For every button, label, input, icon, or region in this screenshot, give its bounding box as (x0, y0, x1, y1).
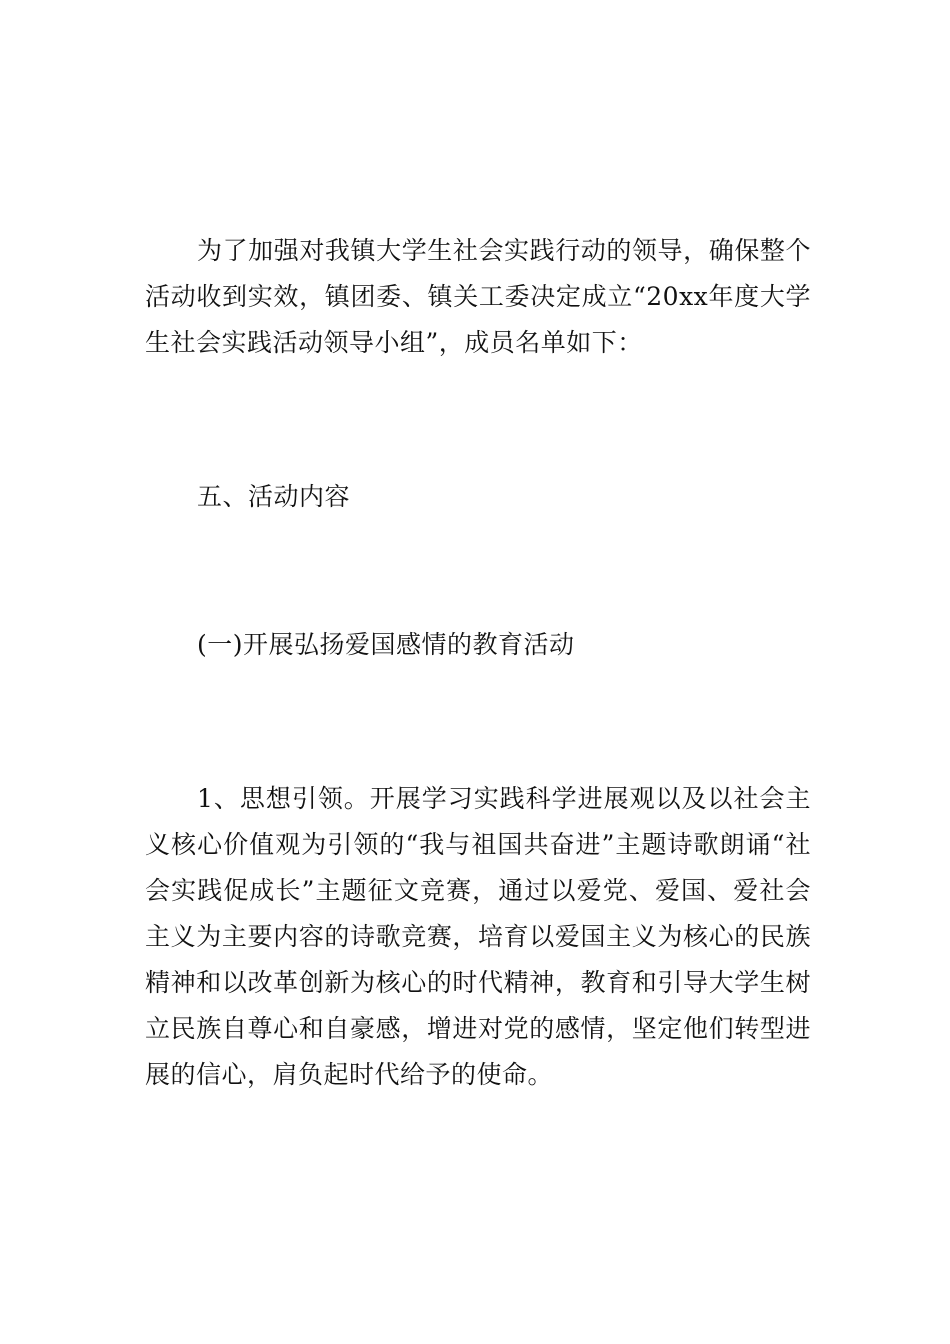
intro-block (145, 228, 811, 366)
section-block (145, 474, 811, 520)
item-block (145, 776, 811, 1098)
section-heading: 五、活动内容 (197, 482, 351, 511)
subsection-block (145, 622, 811, 668)
item-paragraph: 1、思想引领。开展学习实践科学进展观以及以社会主义核心价值观为引领的“我与祖国共奋进”主题诗歌朗诵“社会实践促成长”主题征文竞赛，通过以爱党、爱国、爱社会主义为主要内容的诗歌竞赛，培育以爱国主义为核心的民族精神和以改革创新为核心的时代精神，教育和引导大学生树立民族自尊心和自豪感，增进对党的感情，坚定他们转型进展的信心，肩负起时代给予的使命。 (145, 784, 811, 1089)
subsection-heading: (一)开展弘扬爱国感情的教育活动 (197, 630, 575, 659)
intro-paragraph: 为了加强对我镇大学生社会实践行动的领导，确保整个活动收到实效，镇团委、镇关工委决定成立“20xx年度大学生社会实践活动领导小组”，成员名单如下： (145, 236, 811, 357)
